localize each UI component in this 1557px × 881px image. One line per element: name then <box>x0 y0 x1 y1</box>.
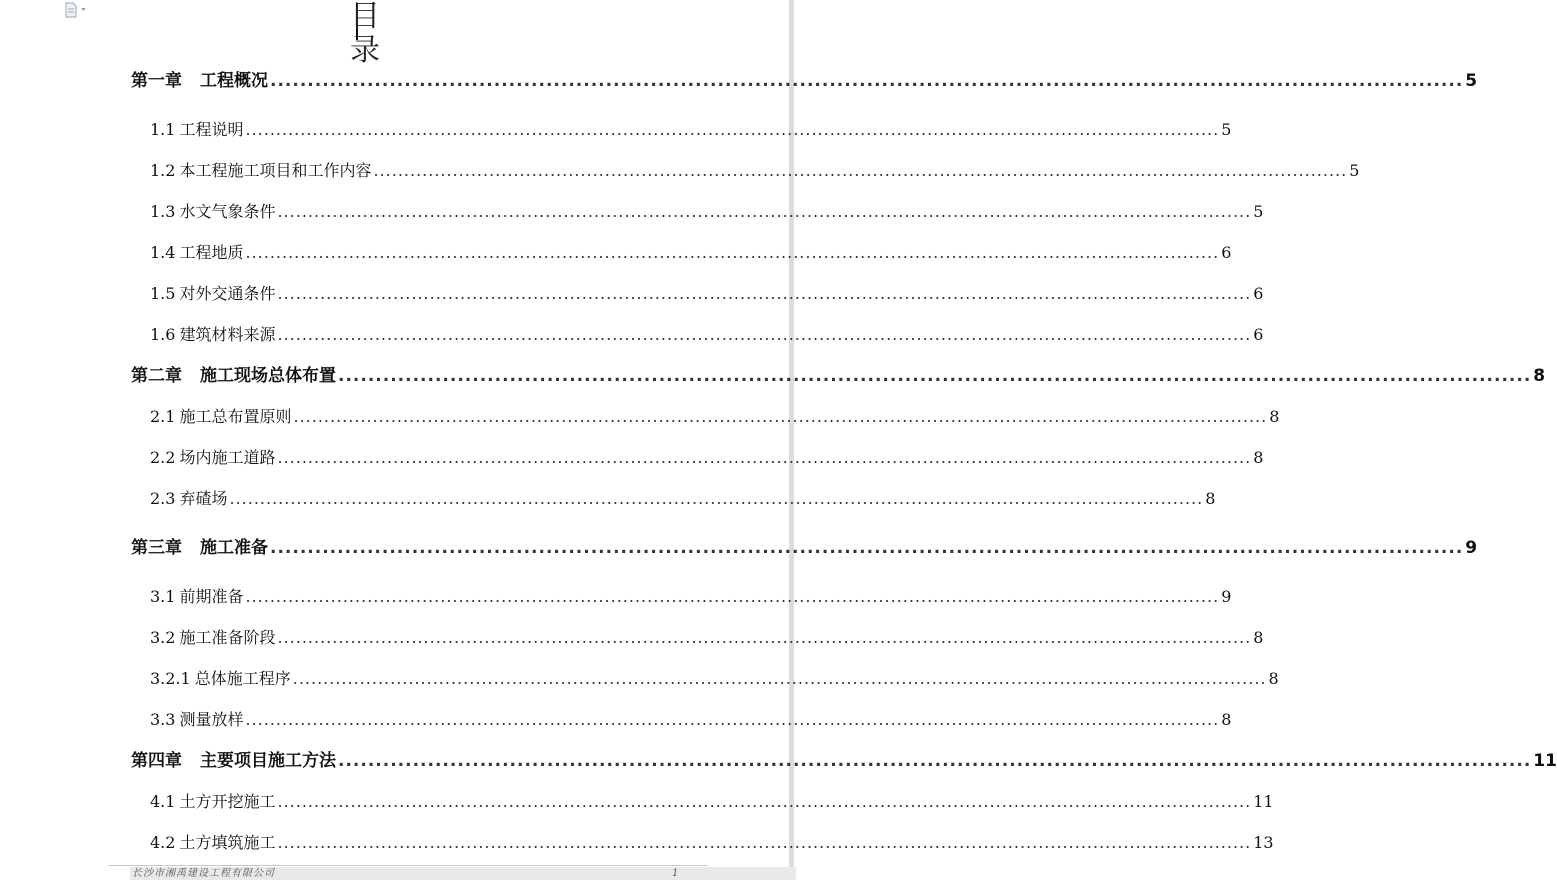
toc-entry[interactable] <box>150 199 1264 225</box>
toc-leader-dots: ................................................................................................................................................................ <box>338 751 1532 771</box>
toc-entry[interactable] <box>150 486 1216 512</box>
toc-entry-number: 2.1 <box>150 407 176 426</box>
toc-entry[interactable] <box>150 404 1280 430</box>
toc-entry-number: 1.6 <box>150 325 176 344</box>
toc-entry-page: 8 <box>1253 448 1264 467</box>
toc-entry-page: 9 <box>1465 538 1478 558</box>
page-footer <box>108 865 708 881</box>
toc-entry-title: 测量放样 <box>179 710 244 729</box>
toc-entry-title: 工程概况 <box>200 71 268 91</box>
toc-entry-page: 11 <box>1533 751 1557 771</box>
toc-entry[interactable] <box>150 666 1279 692</box>
toc-entry[interactable] <box>150 445 1264 471</box>
toc-entry[interactable] <box>131 68 1478 94</box>
toc-entry-number: 第三章 <box>131 538 182 558</box>
toc-entry[interactable] <box>150 830 1274 856</box>
toc-entry-title: 总体施工程序 <box>194 669 291 688</box>
toc-entry-number: 2.3 <box>150 489 176 508</box>
toc-leader-dots: ................................................................................................................................................................ <box>277 325 1252 344</box>
toc-entry[interactable] <box>150 707 1232 733</box>
toc-entry-page: 8 <box>1268 669 1279 688</box>
toc-title: 目 录 <box>350 0 418 68</box>
toc-entry[interactable] <box>150 584 1232 610</box>
toc-entry-number: 第四章 <box>131 751 182 771</box>
toc-entry[interactable] <box>150 158 1360 184</box>
toc-entry-number: 2.2 <box>150 448 176 467</box>
toc-entry-number: 1.2 <box>150 161 176 180</box>
toc-entry-page: 8 <box>1533 366 1546 386</box>
toc-entry-number: 1.1 <box>150 120 176 139</box>
toc-entry-page: 8 <box>1253 628 1264 647</box>
toc-entry-title: 水文气象条件 <box>179 202 276 221</box>
toc-entry[interactable] <box>150 322 1264 348</box>
toc-leader-dots: ................................................................................................................................................................ <box>270 538 1464 558</box>
toc-entry-title: 施工现场总体布置 <box>200 366 336 386</box>
toc-entry-page: 8 <box>1221 710 1232 729</box>
toc-leader-dots: ................................................................................................................................................................ <box>277 628 1252 647</box>
toc-entry-title: 前期准备 <box>179 587 244 606</box>
toc-entry-title: 土方填筑施工 <box>179 833 276 852</box>
toc-entry-title: 弃碴场 <box>179 489 228 508</box>
toc-leader-dots: ................................................................................................................................................................ <box>277 833 1252 852</box>
toc-entry-page: 9 <box>1221 587 1232 606</box>
toc-entry[interactable] <box>131 748 1557 774</box>
document-icon[interactable] <box>64 2 86 18</box>
toc-entry-number: 1.3 <box>150 202 176 221</box>
toc-entry-title: 场内施工道路 <box>179 448 276 467</box>
toc-entry-title: 主要项目施工方法 <box>200 751 336 771</box>
toc-entry-number: 3.3 <box>150 710 176 729</box>
toc-leader-dots: ................................................................................................................................................................ <box>277 448 1252 467</box>
footer-company: 长沙市湘禹建设工程有限公司 <box>132 868 275 879</box>
toc-entry-page: 8 <box>1269 407 1280 426</box>
toc-leader-dots: ................................................................................................................................................................ <box>270 71 1464 91</box>
toc-entry-title: 施工总布置原则 <box>179 407 292 426</box>
footer-page-number: 1 <box>672 868 679 879</box>
toc-entry-title: 本工程施工项目和工作内容 <box>179 161 372 180</box>
toc-entry-page: 5 <box>1465 71 1478 91</box>
toc-entry-number: 4.2 <box>150 833 176 852</box>
toc-leader-dots: ................................................................................................................................................................ <box>245 120 1220 139</box>
toc-leader-dots: ................................................................................................................................................................ <box>245 243 1220 262</box>
toc-entry[interactable] <box>150 240 1232 266</box>
toc-entry-page: 5 <box>1253 202 1264 221</box>
toc-entry-title: 建筑材料来源 <box>179 325 276 344</box>
toc-entry-page: 11 <box>1253 792 1274 811</box>
toc-entry-page: 6 <box>1253 284 1264 303</box>
toc-entry-number: 3.2 <box>150 628 176 647</box>
toc-entry[interactable] <box>150 625 1264 651</box>
toc-entry-title: 土方开挖施工 <box>179 792 276 811</box>
toc-entry-title: 工程说明 <box>179 120 244 139</box>
toc-entry-page: 6 <box>1253 325 1264 344</box>
toc-leader-dots: ................................................................................................................................................................ <box>292 669 1267 688</box>
toc-entry-page: 6 <box>1221 243 1232 262</box>
toc-entry[interactable] <box>131 363 1546 389</box>
toc-entry-title: 施工准备阶段 <box>179 628 276 647</box>
toc-entry-number: 3.1 <box>150 587 176 606</box>
toc-entry-number: 3.2.1 <box>150 669 191 688</box>
toc-entry-title: 工程地质 <box>179 243 244 262</box>
toc-entry-number: 第一章 <box>131 71 182 91</box>
toc-entry-title: 对外交通条件 <box>179 284 276 303</box>
toc-leader-dots: ................................................................................................................................................................ <box>373 161 1348 180</box>
toc-leader-dots: ................................................................................................................................................................ <box>277 284 1252 303</box>
toc-leader-dots: ................................................................................................................................................................ <box>277 202 1252 221</box>
toc-leader-dots: ................................................................................................................................................................ <box>277 792 1252 811</box>
toc-entry-page: 5 <box>1349 161 1360 180</box>
toc-entry-title: 施工准备 <box>200 538 268 558</box>
toc-entry[interactable] <box>150 789 1274 815</box>
toc-entry[interactable] <box>150 281 1264 307</box>
toc-entry-number: 1.5 <box>150 284 176 303</box>
toc-leader-dots: ................................................................................................................................................................ <box>245 587 1220 606</box>
toc-leader-dots: ................................................................................................................................................................ <box>229 489 1204 508</box>
toc-entry-number: 4.1 <box>150 792 176 811</box>
toc-leader-dots: ................................................................................................................................................................ <box>293 407 1268 426</box>
toc-leader-dots: ................................................................................................................................................................ <box>245 710 1220 729</box>
toc-entry-number: 第二章 <box>131 366 182 386</box>
toc-entry-number: 1.4 <box>150 243 176 262</box>
toc-entry[interactable] <box>150 117 1232 143</box>
toc-entry[interactable] <box>131 535 1478 561</box>
toc-entry-page: 5 <box>1221 120 1232 139</box>
toc-leader-dots: ................................................................................................................................................................ <box>338 366 1532 386</box>
toc-entry-page: 13 <box>1253 833 1274 852</box>
toc-entry-page: 8 <box>1205 489 1216 508</box>
